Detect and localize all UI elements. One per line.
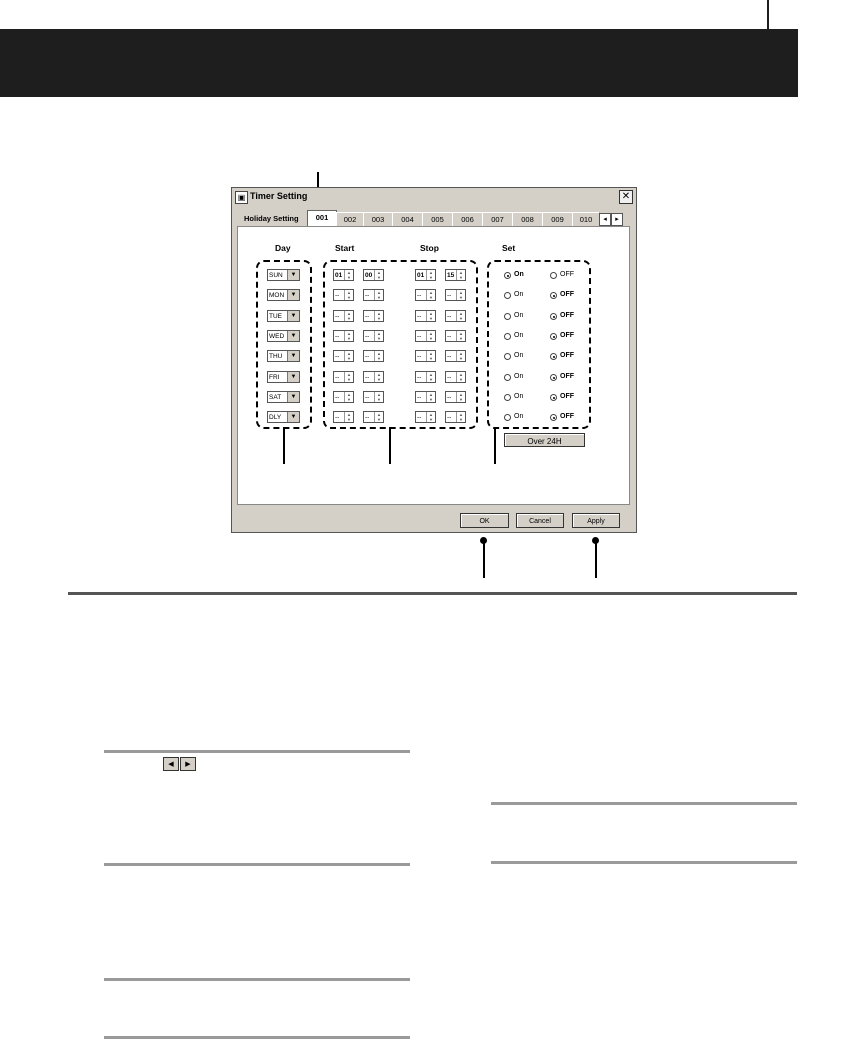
- spin-arrows-icon[interactable]: [374, 392, 383, 402]
- off-radio[interactable]: [550, 374, 557, 381]
- app-icon: ▣: [235, 191, 248, 204]
- time-value: --: [417, 292, 422, 299]
- rule-right-2: [491, 861, 797, 864]
- tab-panel: [237, 226, 630, 505]
- spin-up-icon[interactable]: ▲: [459, 392, 463, 397]
- off-label: OFF: [560, 291, 574, 298]
- off-radio[interactable]: [550, 292, 557, 299]
- arrow-right-icon[interactable]: ▶: [180, 757, 196, 771]
- set-group-outline: [487, 260, 591, 429]
- off-radio[interactable]: [550, 353, 557, 360]
- timer-setting-window: [231, 187, 637, 533]
- time-value: --: [447, 414, 452, 421]
- callout-dot-apply: [592, 537, 599, 544]
- header-bar: [0, 29, 798, 97]
- tab-scroll-right-icon[interactable]: ▸: [611, 213, 623, 226]
- day-dropdown[interactable]: [267, 310, 300, 322]
- spin-down-icon[interactable]: ▼: [459, 295, 463, 300]
- spin-arrows-icon[interactable]: [344, 290, 353, 300]
- off-radio[interactable]: [550, 272, 557, 279]
- on-label: On: [514, 291, 524, 298]
- on-label: On: [514, 352, 524, 359]
- off-label: OFF: [560, 271, 574, 278]
- time-value: --: [417, 313, 422, 320]
- spin-down-icon[interactable]: ▼: [347, 295, 351, 300]
- spin-down-icon[interactable]: ▼: [459, 336, 463, 341]
- stop-hour-spinner[interactable]: [415, 330, 436, 342]
- day-dropdown[interactable]: [267, 289, 300, 301]
- spin-down-icon[interactable]: ▼: [377, 336, 381, 341]
- spin-arrows-icon[interactable]: [426, 392, 435, 402]
- off-radio[interactable]: [550, 313, 557, 320]
- spin-down-icon[interactable]: ▼: [377, 356, 381, 361]
- spin-down-icon[interactable]: ▼: [429, 295, 433, 300]
- spin-arrows-icon[interactable]: [374, 372, 383, 382]
- day-value: THU: [269, 353, 283, 360]
- time-value: --: [447, 313, 452, 320]
- spin-up-icon[interactable]: ▲: [459, 270, 463, 275]
- spin-down-icon[interactable]: ▼: [377, 275, 381, 280]
- rule-left-4: [104, 1036, 410, 1039]
- spin-up-icon[interactable]: ▲: [347, 351, 351, 356]
- time-value: --: [365, 394, 370, 401]
- callout-dot-ok: [480, 537, 487, 544]
- spin-down-icon[interactable]: ▼: [429, 275, 433, 280]
- spin-up-icon[interactable]: ▲: [459, 372, 463, 377]
- callout-line-ok: [483, 540, 485, 578]
- spin-down-icon[interactable]: ▼: [459, 397, 463, 402]
- column-header-set: Set: [502, 243, 516, 253]
- spin-arrows-icon[interactable]: [374, 412, 383, 422]
- time-value: --: [417, 353, 422, 360]
- on-label: On: [514, 332, 524, 339]
- spin-up-icon[interactable]: ▲: [429, 331, 433, 336]
- off-radio[interactable]: [550, 333, 557, 340]
- spin-arrows-icon[interactable]: [456, 412, 465, 422]
- time-value: --: [335, 313, 340, 320]
- start-hour-spinner[interactable]: [333, 310, 354, 322]
- chevron-down-icon[interactable]: ▼: [287, 290, 299, 300]
- day-dropdown[interactable]: [267, 350, 300, 362]
- spin-down-icon[interactable]: ▼: [429, 397, 433, 402]
- cancel-button[interactable]: Cancel: [516, 513, 564, 528]
- time-value: --: [335, 292, 340, 299]
- top-rule: [767, 0, 769, 29]
- start-hour-spinner[interactable]: [333, 391, 354, 403]
- tab-005[interactable]: 005: [422, 212, 453, 227]
- over-24h-button[interactable]: Over 24H: [504, 433, 585, 447]
- stop-minute-spinner[interactable]: [445, 289, 466, 301]
- time-value: --: [365, 374, 370, 381]
- stop-minute-spinner[interactable]: [445, 310, 466, 322]
- spin-down-icon[interactable]: ▼: [377, 417, 381, 422]
- spin-up-icon[interactable]: ▲: [377, 412, 381, 417]
- spin-down-icon[interactable]: ▼: [347, 316, 351, 321]
- on-label: On: [514, 393, 524, 400]
- start-minute-spinner[interactable]: [363, 269, 384, 281]
- stop-hour-spinner[interactable]: [415, 289, 436, 301]
- tab-holiday-setting[interactable]: Holiday Setting: [242, 212, 308, 226]
- scroll-arrows-illustration: [163, 757, 199, 772]
- spin-up-icon[interactable]: ▲: [347, 412, 351, 417]
- rule-left-3: [104, 978, 410, 981]
- off-label: OFF: [560, 352, 574, 359]
- day-dropdown[interactable]: [267, 411, 300, 423]
- stop-hour-spinner[interactable]: [415, 269, 436, 281]
- tab-006[interactable]: 006: [452, 212, 483, 227]
- spin-arrows-icon[interactable]: [344, 412, 353, 422]
- tab-002[interactable]: 002: [336, 212, 364, 227]
- off-label: OFF: [560, 393, 574, 400]
- apply-button[interactable]: Apply: [572, 513, 620, 528]
- time-value: 01: [417, 272, 425, 279]
- column-header-stop: Stop: [420, 243, 439, 253]
- off-label: OFF: [560, 413, 574, 420]
- on-radio[interactable]: [504, 394, 511, 401]
- title-bar[interactable]: [232, 188, 636, 207]
- spin-down-icon[interactable]: ▼: [377, 295, 381, 300]
- callout-line-time: [389, 427, 391, 464]
- spin-up-icon[interactable]: ▲: [459, 331, 463, 336]
- time-value: --: [365, 292, 370, 299]
- stop-minute-spinner[interactable]: [445, 330, 466, 342]
- time-value: 01: [335, 272, 343, 279]
- window-title: Timer Setting: [250, 191, 308, 201]
- spin-down-icon[interactable]: ▼: [459, 377, 463, 382]
- spin-down-icon[interactable]: ▼: [459, 275, 463, 280]
- start-minute-spinner[interactable]: [363, 330, 384, 342]
- day-dropdown[interactable]: [267, 330, 300, 342]
- spin-arrows-icon[interactable]: [426, 351, 435, 361]
- day-value: SAT: [269, 394, 282, 401]
- time-value: --: [335, 414, 340, 421]
- spin-up-icon[interactable]: ▲: [377, 311, 381, 316]
- spin-arrows-icon[interactable]: [426, 412, 435, 422]
- time-value: --: [365, 313, 370, 320]
- arrow-left-icon[interactable]: ◀: [163, 757, 179, 771]
- spin-up-icon[interactable]: ▲: [377, 351, 381, 356]
- chevron-down-icon[interactable]: ▼: [287, 392, 299, 402]
- tab-010[interactable]: 010: [572, 212, 600, 227]
- spin-arrows-icon[interactable]: [456, 331, 465, 341]
- day-group-outline: [256, 260, 312, 429]
- spin-down-icon[interactable]: ▼: [377, 316, 381, 321]
- on-label: On: [514, 413, 524, 420]
- spin-arrows-icon[interactable]: [456, 372, 465, 382]
- start-minute-spinner[interactable]: [363, 371, 384, 383]
- on-radio[interactable]: [504, 272, 511, 279]
- spin-arrows-icon[interactable]: [456, 270, 465, 280]
- spin-down-icon[interactable]: ▼: [347, 275, 351, 280]
- spin-arrows-icon[interactable]: [456, 392, 465, 402]
- time-value: --: [447, 374, 452, 381]
- tab-003[interactable]: 003: [363, 212, 393, 227]
- time-value: --: [417, 394, 422, 401]
- time-value: --: [365, 333, 370, 340]
- spin-arrows-icon[interactable]: [426, 290, 435, 300]
- start-minute-spinner[interactable]: [363, 350, 384, 362]
- spin-down-icon[interactable]: ▼: [459, 417, 463, 422]
- day-value: TUE: [269, 313, 282, 320]
- on-radio[interactable]: [504, 292, 511, 299]
- time-value: 00: [365, 272, 373, 279]
- spin-up-icon[interactable]: ▲: [429, 290, 433, 295]
- stop-minute-spinner[interactable]: [445, 350, 466, 362]
- spin-down-icon[interactable]: ▼: [377, 397, 381, 402]
- spin-arrows-icon[interactable]: [374, 351, 383, 361]
- start-minute-spinner[interactable]: [363, 391, 384, 403]
- stop-minute-spinner[interactable]: [445, 391, 466, 403]
- day-value: SUN: [269, 272, 283, 279]
- day-dropdown[interactable]: [267, 269, 300, 281]
- start-hour-spinner[interactable]: [333, 330, 354, 342]
- time-value: --: [447, 353, 452, 360]
- rule-left-2: [104, 863, 410, 866]
- spin-up-icon[interactable]: ▲: [459, 311, 463, 316]
- time-value: --: [417, 333, 422, 340]
- start-hour-spinner[interactable]: [333, 350, 354, 362]
- spin-arrows-icon[interactable]: [456, 351, 465, 361]
- chevron-down-icon[interactable]: ▼: [287, 372, 299, 382]
- time-value: --: [417, 414, 422, 421]
- time-value: --: [447, 394, 452, 401]
- rule-right-1: [491, 802, 797, 805]
- on-radio[interactable]: [504, 313, 511, 320]
- day-value: FRI: [269, 374, 280, 381]
- day-value: DLY: [269, 414, 282, 421]
- spin-arrows-icon[interactable]: [374, 290, 383, 300]
- spin-up-icon[interactable]: ▲: [429, 311, 433, 316]
- tab-008[interactable]: 008: [512, 212, 543, 227]
- section-rule: [68, 592, 797, 595]
- on-label: On: [514, 373, 524, 380]
- day-value: MON: [269, 292, 285, 299]
- spin-down-icon[interactable]: ▼: [429, 417, 433, 422]
- time-value: 15: [447, 272, 455, 279]
- spin-arrows-icon[interactable]: [374, 311, 383, 321]
- time-value: --: [365, 353, 370, 360]
- close-icon[interactable]: ✕: [619, 190, 633, 204]
- spin-down-icon[interactable]: ▼: [347, 417, 351, 422]
- tab-001[interactable]: 001: [307, 210, 337, 227]
- day-dropdown[interactable]: [267, 391, 300, 403]
- spin-down-icon[interactable]: ▼: [429, 377, 433, 382]
- start-hour-spinner[interactable]: [333, 411, 354, 423]
- spin-arrows-icon[interactable]: [374, 331, 383, 341]
- callout-line-apply: [595, 540, 597, 578]
- spin-up-icon[interactable]: ▲: [377, 270, 381, 275]
- callout-line-set: [494, 427, 496, 464]
- chevron-down-icon[interactable]: ▼: [287, 351, 299, 361]
- spin-arrows-icon[interactable]: [456, 290, 465, 300]
- on-label: On: [514, 312, 524, 319]
- day-value: WED: [269, 333, 285, 340]
- spin-up-icon[interactable]: ▲: [429, 372, 433, 377]
- spin-down-icon[interactable]: ▼: [429, 356, 433, 361]
- spin-up-icon[interactable]: ▲: [429, 270, 433, 275]
- stop-minute-spinner[interactable]: [445, 411, 466, 423]
- on-radio[interactable]: [504, 374, 511, 381]
- time-value: --: [335, 353, 340, 360]
- spin-down-icon[interactable]: ▼: [347, 336, 351, 341]
- start-minute-spinner[interactable]: [363, 310, 384, 322]
- time-value: --: [447, 333, 452, 340]
- ok-button[interactable]: OK: [460, 513, 509, 528]
- spin-up-icon[interactable]: ▲: [459, 290, 463, 295]
- spin-up-icon[interactable]: ▲: [429, 392, 433, 397]
- spin-arrows-icon[interactable]: [344, 372, 353, 382]
- off-radio[interactable]: [550, 414, 557, 421]
- stop-minute-spinner[interactable]: [445, 269, 466, 281]
- stop-hour-spinner[interactable]: [415, 310, 436, 322]
- spin-arrows-icon[interactable]: [344, 392, 353, 402]
- off-label: OFF: [560, 332, 574, 339]
- spin-arrows-icon[interactable]: [456, 311, 465, 321]
- spin-up-icon[interactable]: ▲: [347, 392, 351, 397]
- spin-arrows-icon[interactable]: [426, 270, 435, 280]
- spin-down-icon[interactable]: ▼: [429, 316, 433, 321]
- off-label: OFF: [560, 373, 574, 380]
- time-value: --: [335, 374, 340, 381]
- on-label: On: [514, 271, 524, 278]
- spin-up-icon[interactable]: ▲: [347, 270, 351, 275]
- off-label: OFF: [560, 312, 574, 319]
- time-value: --: [365, 414, 370, 421]
- time-value: --: [335, 394, 340, 401]
- stop-hour-spinner[interactable]: [415, 411, 436, 423]
- spin-arrows-icon[interactable]: [344, 331, 353, 341]
- column-header-start: Start: [335, 243, 355, 253]
- spin-up-icon[interactable]: ▲: [347, 290, 351, 295]
- spin-down-icon[interactable]: ▼: [377, 377, 381, 382]
- tab-004[interactable]: 004: [392, 212, 423, 227]
- spin-up-icon[interactable]: ▲: [377, 290, 381, 295]
- on-radio[interactable]: [504, 333, 511, 340]
- spin-down-icon[interactable]: ▼: [347, 397, 351, 402]
- spin-down-icon[interactable]: ▼: [347, 356, 351, 361]
- start-minute-spinner[interactable]: [363, 289, 384, 301]
- tab-007[interactable]: 007: [482, 212, 513, 227]
- spin-up-icon[interactable]: ▲: [347, 311, 351, 316]
- start-hour-spinner[interactable]: [333, 289, 354, 301]
- spin-arrows-icon[interactable]: [344, 270, 353, 280]
- spin-up-icon[interactable]: ▲: [377, 331, 381, 336]
- on-radio[interactable]: [504, 353, 511, 360]
- spin-arrows-icon[interactable]: [344, 311, 353, 321]
- spin-arrows-icon[interactable]: [426, 311, 435, 321]
- chevron-down-icon[interactable]: ▼: [287, 331, 299, 341]
- spin-arrows-icon[interactable]: [426, 331, 435, 341]
- callout-line-day: [283, 427, 285, 464]
- spin-up-icon[interactable]: ▲: [377, 392, 381, 397]
- stop-hour-spinner[interactable]: [415, 350, 436, 362]
- spin-down-icon[interactable]: ▼: [347, 377, 351, 382]
- spin-up-icon[interactable]: ▲: [377, 372, 381, 377]
- tab-009[interactable]: 009: [542, 212, 573, 227]
- tab-scroll-left-icon[interactable]: ◂: [599, 213, 611, 226]
- off-radio[interactable]: [550, 394, 557, 401]
- spin-up-icon[interactable]: ▲: [347, 372, 351, 377]
- spin-up-icon[interactable]: ▲: [429, 412, 433, 417]
- spin-down-icon[interactable]: ▼: [429, 336, 433, 341]
- spin-up-icon[interactable]: ▲: [347, 331, 351, 336]
- stop-hour-spinner[interactable]: [415, 391, 436, 403]
- stop-hour-spinner[interactable]: [415, 371, 436, 383]
- spin-arrows-icon[interactable]: [374, 270, 383, 280]
- spin-up-icon[interactable]: ▲: [459, 351, 463, 356]
- spin-down-icon[interactable]: ▼: [459, 356, 463, 361]
- column-header-day: Day: [275, 243, 291, 253]
- spin-arrows-icon[interactable]: [344, 351, 353, 361]
- start-hour-spinner[interactable]: [333, 269, 354, 281]
- time-value: --: [335, 333, 340, 340]
- rule-left-1: [104, 750, 410, 753]
- chevron-down-icon[interactable]: ▼: [287, 270, 299, 280]
- on-radio[interactable]: [504, 414, 511, 421]
- stop-minute-spinner[interactable]: [445, 371, 466, 383]
- chevron-down-icon[interactable]: ▼: [287, 412, 299, 422]
- spin-up-icon[interactable]: ▲: [429, 351, 433, 356]
- day-dropdown[interactable]: [267, 371, 300, 383]
- time-group-outline: [323, 260, 478, 429]
- time-value: --: [417, 374, 422, 381]
- start-minute-spinner[interactable]: [363, 411, 384, 423]
- spin-arrows-icon[interactable]: [426, 372, 435, 382]
- time-value: --: [447, 292, 452, 299]
- spin-up-icon[interactable]: ▲: [459, 412, 463, 417]
- spin-down-icon[interactable]: ▼: [459, 316, 463, 321]
- chevron-down-icon[interactable]: ▼: [287, 311, 299, 321]
- start-hour-spinner[interactable]: [333, 371, 354, 383]
